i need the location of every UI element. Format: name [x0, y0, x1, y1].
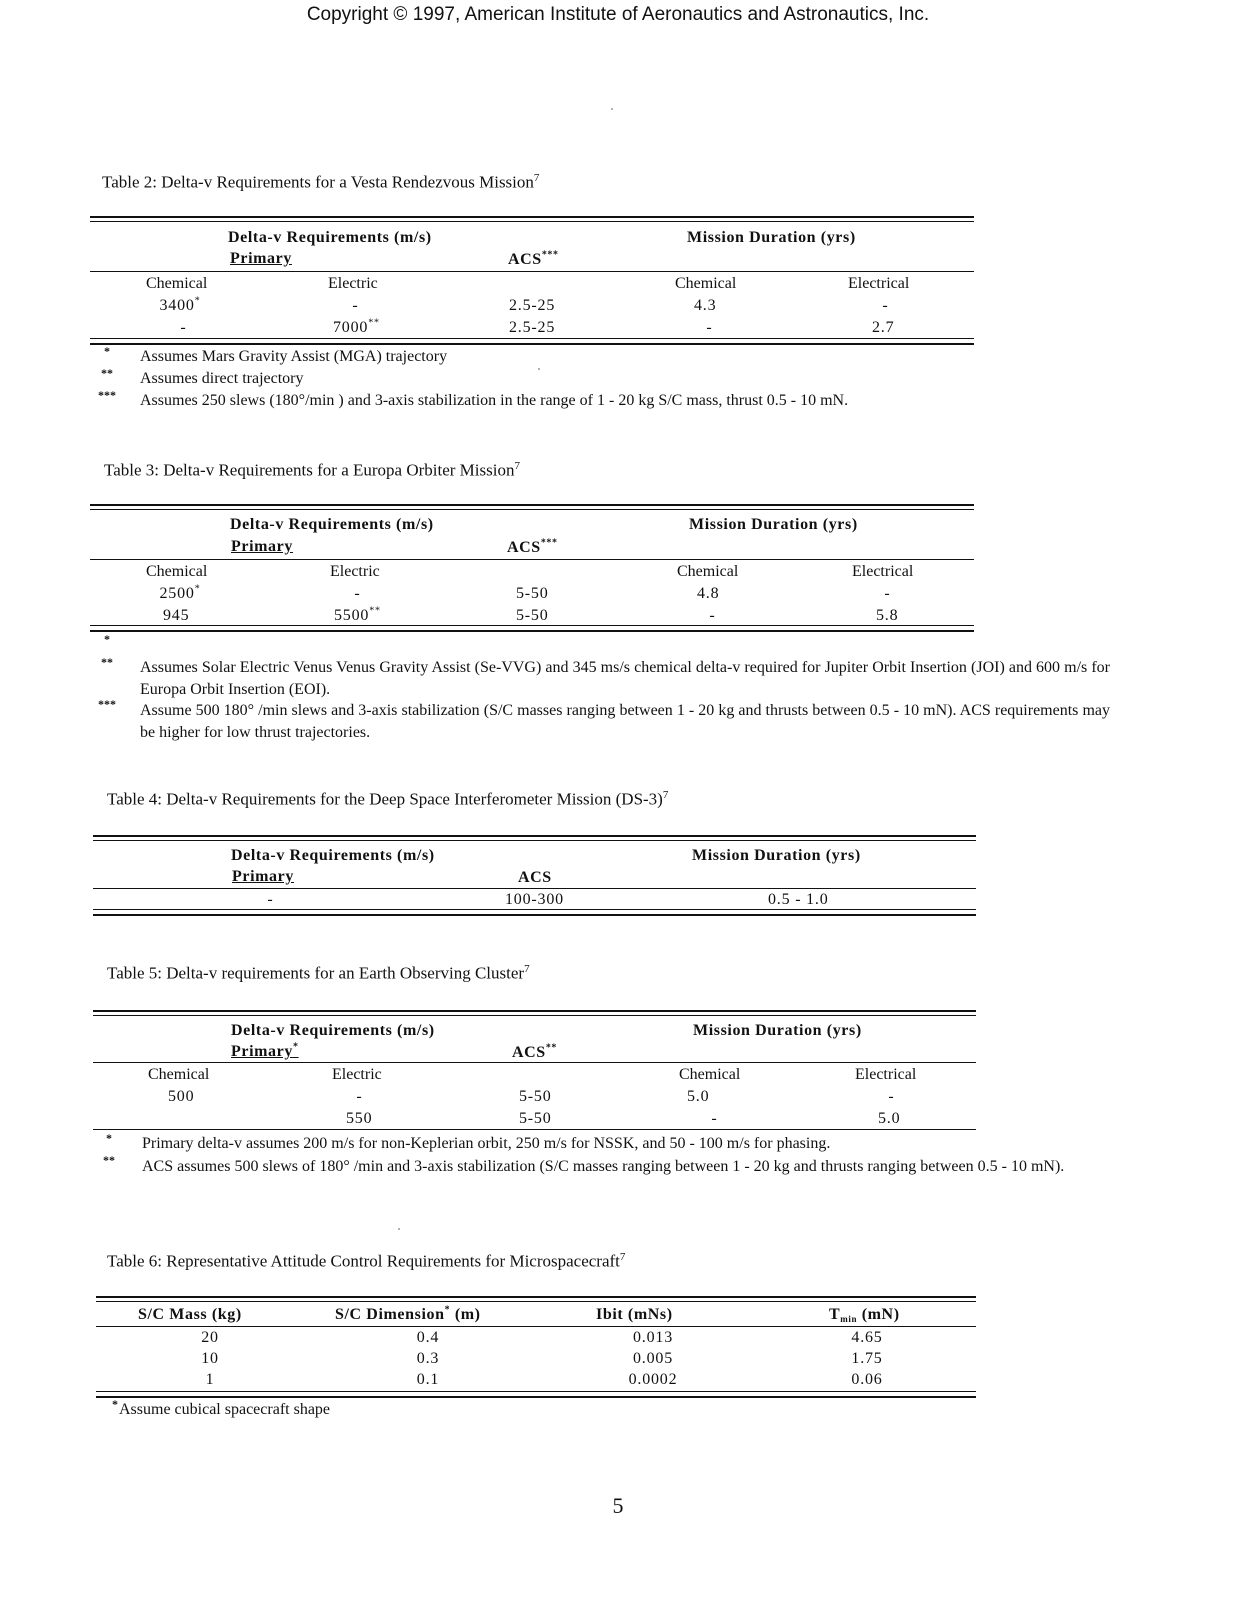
table5-row2-dchem: -: [711, 1110, 717, 1127]
table3-top-rule-2: [90, 509, 974, 510]
table2-dur-electrical-subheader: Electrical: [848, 275, 910, 292]
table3-primary-header: Primary: [231, 538, 293, 555]
table5-acs-header: ACS**: [512, 1042, 558, 1061]
table4-primary-value: -: [267, 891, 273, 908]
table2-note2-mark: **: [101, 366, 113, 380]
table5-top-rule: [93, 1010, 976, 1012]
table3-row2-elec: 5500**: [334, 605, 381, 624]
table3-caption: [104, 460, 520, 481]
table6-row3-ibit: 0.0002: [628, 1371, 678, 1388]
table3-bottom-rule: [90, 625, 974, 626]
table3-caption-text: Table 3: Delta-v Requirements for a Europa Orbiter Mission: [104, 460, 515, 480]
table2-row2-chem: -: [180, 319, 186, 336]
table5-primary-header: Primary*: [231, 1041, 299, 1060]
table5-dur-electrical-subheader: Electrical: [855, 1066, 917, 1083]
table6-row3-tmin: 0.06: [851, 1371, 883, 1388]
table6-row2-dim: 0.3: [416, 1350, 440, 1367]
table5-row2-delec: 5.0: [878, 1110, 901, 1127]
table5-caption-ref: 7: [524, 963, 530, 975]
table6-row2-mass: 10: [201, 1350, 219, 1367]
table6-caption: [107, 1251, 625, 1272]
table3-row1-acs: 5-50: [516, 585, 549, 602]
table6-mass-header: S/C Mass (kg): [138, 1306, 242, 1323]
table2-row2-acs: 2.5-25: [509, 319, 556, 336]
table5-chemical-subheader: Chemical: [148, 1066, 210, 1083]
table2-bottom-rule: [90, 338, 974, 339]
table5-row1-dchem: 5.0: [687, 1088, 710, 1105]
table5-row1-acs: 5-50: [519, 1088, 552, 1105]
table4-acs-header: ACS: [518, 869, 552, 886]
table3-note2-mark: ***: [98, 697, 116, 711]
table3-acs-label: ACS: [507, 539, 541, 556]
table6-note-mark: *: [112, 1397, 118, 1411]
table2-row1-acs: 2.5-25: [509, 297, 556, 314]
table6-header-rule: [96, 1326, 976, 1327]
table4-primary-header: Primary: [232, 868, 294, 885]
table6-caption-ref: 7: [619, 1251, 626, 1263]
table3-caption-ref: 7: [514, 460, 520, 472]
table5-row1-delec: -: [888, 1088, 894, 1105]
table5-electric-subheader: Electric: [332, 1066, 382, 1083]
table3-row1-chem: 2500*: [159, 583, 201, 602]
table6-caption-text: Table 6: Representative Attitude Control Requirements for Microspacecraft: [107, 1251, 620, 1271]
table5-primary-label: Primary: [231, 1043, 293, 1060]
table3-row1-elec: -: [354, 585, 360, 602]
table2-dv-header: Delta-v Requirements (m/s): [228, 229, 432, 246]
table3-row1-dchem: 4.8: [697, 585, 720, 602]
table5-header-rule: [93, 1062, 976, 1063]
table5-caption-text: Table 5: Delta-v requirements for an Earth Observing Cluster: [107, 963, 525, 983]
table2-electric-subheader: Electric: [328, 275, 378, 292]
table6-top-rule: [96, 1296, 976, 1298]
table5-row2-elec: 550: [346, 1110, 373, 1127]
table3-row1-delec: -: [884, 585, 890, 602]
table3-duration-header: Mission Duration (yrs): [689, 516, 858, 533]
table2-header-rule: [90, 271, 974, 272]
table2-row1-elec: -: [352, 297, 358, 314]
table4-caption-text: Table 4: Delta-v Requirements for the Deep Space Interferometer Mission (DS-3): [107, 789, 663, 809]
copyright-notice: Copyright © 1997, American Institute of Aeronautics and Astronautics, Inc.: [306, 4, 930, 25]
table3-header-rule: [90, 559, 974, 560]
table6-row1-dim: 0.4: [416, 1329, 440, 1346]
table3-note1: Assumes Solar Electric Venus Venus Gravity Assist (Se-VVG) and 345 ms/s chemical delta-v required for Jupiter Orbit Insertion (JOI) and 600 m/s for Europa Orbit Insertion (EOI).: [140, 659, 1110, 698]
table2-note1: Assumes Mars Gravity Assist (MGA) trajectory: [140, 348, 448, 365]
table2-primary-header: Primary: [230, 250, 292, 267]
table4-bottom-rule-2: [93, 914, 976, 916]
table4-dv-header: Delta-v Requirements (m/s): [231, 847, 435, 864]
table6-row1-mass: 20: [201, 1329, 219, 1346]
table5-note1-mark: *: [106, 1131, 112, 1145]
table3-row2-acs: 5-50: [516, 607, 549, 624]
scan-speck: [538, 368, 540, 370]
table2-row1-chem: 3400*: [159, 295, 201, 314]
table5-row2-acs: 5-50: [519, 1110, 552, 1127]
table3-row2-dchem: -: [709, 607, 715, 624]
table3-note2: Assume 500 180° /min slews and 3-axis stabilization (S/C masses ranging between 1 - 20 kg and thrusts between 0.5 - 10 mN). ACS requirements may be higher for low thrust trajectories.: [140, 702, 1110, 741]
table6-top-rule-2: [96, 1301, 976, 1302]
table5-note2: ACS assumes 500 slews of 180° /min and 3-axis stabilization (S/C masses ranging between 1 - 20 kg and thrusts ranging between 0.5 - 10 mN).: [142, 1158, 1065, 1175]
table3-note0-mark: *: [104, 632, 110, 646]
table3-row2-chem: 945: [163, 607, 190, 624]
table2-chemical-subheader: Chemical: [146, 275, 208, 292]
table6-tmin-subscript: min: [840, 1314, 858, 1324]
table5-top-rule-2: [93, 1015, 976, 1016]
table3-note1-mark: **: [101, 655, 113, 669]
table6-tmin-label: T: [829, 1306, 841, 1323]
table2-row1-delec: -: [882, 297, 888, 314]
table2-caption-ref: 7: [533, 172, 540, 184]
table2-row2-delec: 2.7: [872, 319, 895, 336]
table3-dur-electrical-subheader: Electrical: [852, 563, 914, 580]
table3-electric-subheader: Electric: [330, 563, 380, 580]
table4-caption: [107, 789, 668, 810]
table5-row1-elec: -: [356, 1088, 362, 1105]
table4-top-rule: [93, 835, 976, 837]
table6-bottom-rule-2: [96, 1396, 976, 1398]
table6-tmin-unit: (mN): [861, 1306, 900, 1323]
table6-row1-ibit: 0.013: [633, 1329, 673, 1346]
table2-note1-mark: *: [104, 344, 110, 358]
table6-dimension-header: S/C Dimension* (m): [335, 1304, 481, 1323]
table3-row2-delec: 5.8: [876, 607, 899, 624]
table3-acs-header: ACS***: [507, 537, 558, 556]
table2-row1-dchem: 4.3: [694, 297, 717, 314]
table6-row2-ibit: 0.005: [633, 1350, 673, 1367]
table2-top-rule-2: [90, 221, 974, 222]
table6-row2-tmin: 1.75: [851, 1350, 883, 1367]
table6-row3-mass: 1: [205, 1371, 215, 1388]
table3-chemical-subheader: Chemical: [146, 563, 208, 580]
table2-caption-text: Table 2: Delta-v Requirements for a Vesta Rendezvous Mission: [102, 172, 534, 192]
table2-row2-elec: 7000**: [333, 317, 380, 336]
table4-acs-value: 100-300: [505, 891, 564, 908]
table6-row1-tmin: 4.65: [851, 1329, 883, 1346]
table2-note2: Assumes direct trajectory: [140, 370, 304, 387]
table5-dur-chemical-subheader: Chemical: [679, 1066, 741, 1083]
table5-dv-header: Delta-v Requirements (m/s): [231, 1022, 435, 1039]
table2-top-rule: [90, 216, 974, 218]
scan-speck: [611, 108, 613, 110]
table6-bottom-rule: [96, 1391, 976, 1392]
table5-bottom-rule: [93, 1129, 976, 1130]
table2-row2-dchem: -: [706, 319, 712, 336]
table2-dur-chemical-subheader: Chemical: [675, 275, 737, 292]
table2-acs-header: ACS***: [508, 249, 559, 268]
table5-duration-header: Mission Duration (yrs): [693, 1022, 862, 1039]
scan-speck: [398, 1228, 400, 1230]
table6-dimension-label: S/C Dimension: [335, 1306, 445, 1323]
table6-row3-dim: 0.1: [416, 1371, 440, 1388]
table6-dimension-unit: (m): [454, 1306, 481, 1323]
table3-top-rule: [90, 504, 974, 506]
table6-note: Assume cubical spacecraft shape: [119, 1401, 331, 1418]
table2-caption: [102, 172, 539, 193]
table4-top-rule-2: [93, 840, 976, 841]
table2-note3-mark: ***: [98, 388, 116, 402]
table3-dur-chemical-subheader: Chemical: [677, 563, 739, 580]
table4-duration-value: 0.5 - 1.0: [768, 891, 829, 908]
table5-acs-label: ACS: [512, 1044, 546, 1061]
table5-row1-chem: 500: [168, 1088, 195, 1105]
table5-note2-mark: **: [103, 1153, 115, 1167]
table6-ibit-header: Ibit (mNs): [596, 1306, 673, 1323]
table5-note1: Primary delta-v assumes 200 m/s for non-Keplerian orbit, 250 m/s for NSSK, and 50 - 100 m/s for phasing.: [142, 1135, 831, 1152]
table4-duration-header: Mission Duration (yrs): [692, 847, 861, 864]
table4-caption-ref: 7: [662, 789, 669, 801]
table2-duration-header: Mission Duration (yrs): [687, 229, 856, 246]
table2-bottom-rule-2: [90, 343, 974, 345]
table3-bottom-rule-2: [90, 630, 974, 632]
table4-bottom-rule: [93, 909, 976, 910]
table2-acs-label: ACS: [508, 251, 542, 268]
page-number: 5: [612, 1493, 624, 1518]
table2-note3: Assumes 250 slews (180°/min ) and 3-axis stabilization in the range of 1 - 20 kg S/C mass, thrust 0.5 - 10 mN.: [140, 392, 849, 409]
table3-dv-header: Delta-v Requirements (m/s): [230, 516, 434, 533]
table4-header-rule: [93, 888, 976, 889]
table5-caption: [107, 963, 530, 984]
